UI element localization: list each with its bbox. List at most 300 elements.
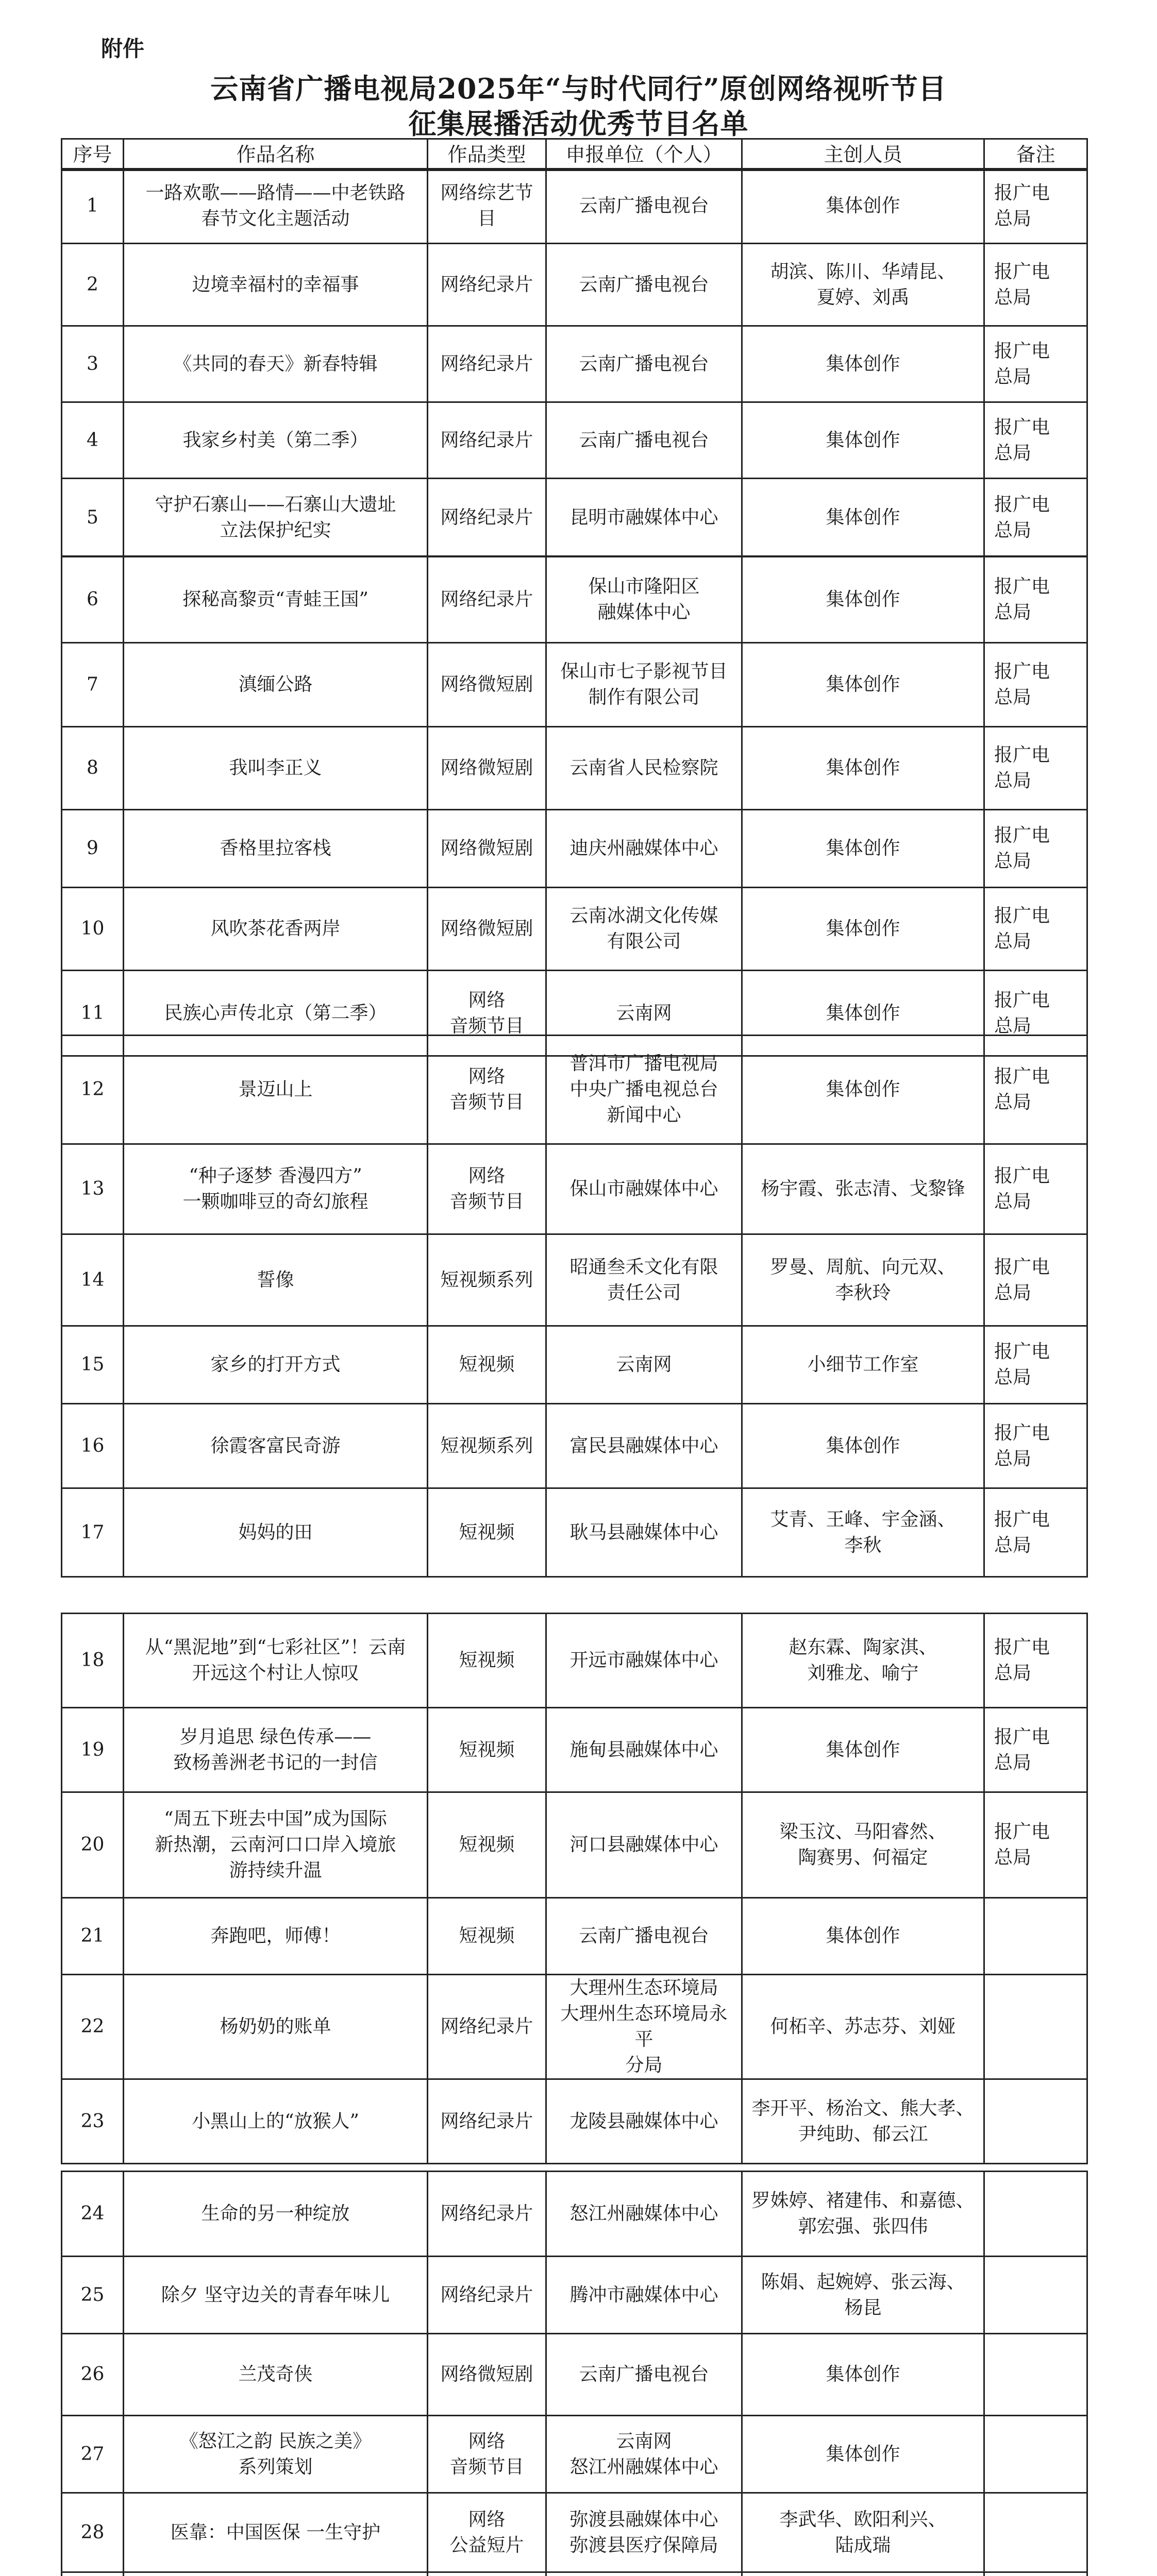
cell-org-line: 腾冲市融媒体中心 [569, 2284, 718, 2306]
cell-org [546, 479, 742, 557]
cell-org-line: 河口县融媒体中心 [569, 1834, 718, 1855]
cell-org [546, 2572, 742, 2576]
cell-no: 2 [62, 244, 124, 326]
table-row [62, 2334, 1087, 2416]
list-table-page-3 [61, 1035, 1088, 1578]
cell-name-line: 致杨善洲老书记的一封信 [173, 1752, 378, 1773]
cell-name-line: 誓像 [257, 1269, 294, 1291]
cell-org-line: 大理州生态环境局 [569, 1977, 718, 1998]
cell-type-line: 网络纪录片 [440, 506, 533, 528]
cell-note-line: 报广电 [994, 1256, 1050, 1278]
cell-staff-line: 艾青、王峰、宇金涵、 [770, 1509, 956, 1530]
table-row [62, 2572, 1087, 2576]
cell-staff [742, 1898, 984, 1975]
table-row [62, 643, 1087, 727]
cell-org [546, 402, 742, 479]
cell-org-line: 制作有限公司 [588, 687, 700, 708]
cell-no: 9 [62, 810, 124, 888]
cell-name-line: 家乡的打开方式 [210, 1354, 341, 1375]
table-row [62, 402, 1087, 479]
cell-org-line: 普洱市广播电视局 [569, 1053, 718, 1074]
cell-org-line: 责任公司 [607, 1282, 681, 1303]
cell-type-line: 网络纪录片 [440, 429, 533, 451]
cell-staff-line: 杨昆 [844, 2297, 882, 2318]
cell-name-line: 岁月追思 绿色传承—— [179, 1726, 372, 1748]
cell-staff-line: 集体创作 [826, 1002, 900, 1024]
cell-staff-line: 集体创作 [826, 588, 900, 610]
cell-org [546, 556, 742, 643]
cell-type [428, 1792, 546, 1898]
cell-org [546, 2493, 742, 2572]
cell-staff-line: 集体创作 [826, 2364, 900, 2385]
cell-name [124, 2493, 428, 2572]
cell-staff-line: 罗姝婷、褚建伟、和嘉德、 [751, 2190, 975, 2211]
cell-type-line: 网络 [468, 1165, 506, 1187]
cell-name [124, 1234, 428, 1326]
cell-staff [742, 1614, 984, 1708]
cell-org-line: 大理州生态环境局永平 [560, 2003, 728, 2050]
cell-staff-line: 杨宇霞、张志清、戈黎锋 [761, 1178, 965, 1199]
cell-staff-line: 李武华、欧阳利兴、 [779, 2509, 947, 2530]
cell-org-line: 云南广播电视台 [579, 274, 709, 295]
cell-staff-line: 集体创作 [826, 1925, 900, 1946]
cell-org-line: 怒江州融媒体中心 [569, 2456, 718, 2478]
cell-no: 13 [62, 1144, 124, 1234]
cell-staff-line: 集体创作 [826, 838, 900, 859]
cell-no: 12 [62, 1036, 124, 1144]
list-table-page-2 [61, 555, 1088, 1057]
cell-org-line: 迪庆州融媒体中心 [569, 838, 718, 859]
cell-name-line: 春节文化主题活动 [201, 208, 350, 229]
cell-note-line: 报广电 [994, 1821, 1050, 1842]
cell-org [546, 1036, 742, 1144]
table-row [62, 2416, 1087, 2493]
cell-staff [742, 810, 984, 888]
cell-type [428, 1614, 546, 1708]
cell-note [984, 1036, 1087, 1144]
cell-note-line: 报广电 [994, 1637, 1050, 1658]
cell-type [428, 2257, 546, 2334]
cell-type-line: 音频节目 [449, 1015, 524, 1037]
cell-name [124, 1614, 428, 1708]
cell-name [124, 1792, 428, 1898]
cell-org [546, 1708, 742, 1792]
cell-org [546, 2079, 742, 2164]
cell-note-line: 报广电 [994, 182, 1050, 204]
cell-note [984, 169, 1087, 244]
cell-no: 14 [62, 1234, 124, 1326]
list-table-page-1 [61, 168, 1088, 557]
cell-staff [742, 244, 984, 326]
cell-org [546, 326, 742, 402]
cell-type-line: 网络 [468, 1066, 506, 1087]
cell-name-line: 从“黑泥地”到“七彩社区”！云南 [145, 1637, 406, 1658]
cell-type [428, 1488, 546, 1577]
cell-note [984, 2172, 1087, 2257]
cell-type [428, 2572, 546, 2576]
cell-staff-line: 赵东霖、陶家淇、 [789, 1637, 937, 1658]
cell-note-line: 报广电 [994, 1066, 1050, 1087]
cell-note-line: 报广电 [994, 905, 1050, 926]
cell-name-line: 一路欢歌——路情——中老铁路 [145, 182, 406, 204]
cell-name-line: 徐霞客富民奇游 [210, 1435, 341, 1456]
cell-type [428, 643, 546, 727]
table-row [62, 2172, 1087, 2257]
cell-type [428, 1708, 546, 1792]
cell-note [984, 1404, 1087, 1488]
cell-type-line: 网络纪录片 [440, 2110, 533, 2132]
cell-name [124, 888, 428, 971]
cell-note [984, 556, 1087, 643]
cell-name-line: 我叫李正义 [229, 757, 322, 778]
cell-name [124, 2572, 428, 2576]
cell-note-line: 报广电 [994, 340, 1050, 362]
cell-note-line: 总局 [994, 366, 1032, 387]
cell-note-line: 总局 [994, 1534, 1032, 1556]
cell-type-line: 网络综艺节目 [440, 182, 533, 229]
cell-org-line: 云南广播电视台 [579, 353, 709, 375]
cell-org-line: 保山市隆阳区 [588, 575, 700, 597]
cell-name [124, 556, 428, 643]
cell-org-line: 有限公司 [607, 931, 681, 952]
cell-type [428, 1975, 546, 2079]
cell-name [124, 326, 428, 402]
cell-name [124, 169, 428, 244]
cell-org-line: 云南网 [616, 1002, 672, 1024]
cell-staff-line: 何柘辛、苏志芬、刘娅 [770, 2016, 956, 2037]
cell-note-line: 总局 [994, 1663, 1032, 1684]
cell-staff [742, 2079, 984, 2164]
cell-staff-line: 陈娟、起婉婷、张云海、 [761, 2271, 965, 2293]
list-table-page-5 [61, 2171, 1088, 2576]
cell-note-line: 总局 [994, 442, 1032, 464]
cell-note-line: 总局 [994, 208, 1032, 229]
cell-staff-line: 集体创作 [826, 1079, 900, 1100]
cell-staff-line: 梁玉汶、马阳睿然、 [779, 1821, 947, 1842]
cell-type [428, 2493, 546, 2572]
cell-note-line: 总局 [994, 286, 1032, 308]
cell-type-line: 公益短片 [449, 2534, 524, 2556]
cell-type-line: 音频节目 [449, 2456, 524, 2478]
cell-note [984, 326, 1087, 402]
cell-note [984, 2572, 1087, 2576]
cell-name [124, 1975, 428, 2079]
cell-name-line: 立法保护纪实 [220, 519, 331, 541]
cell-name-line: 开远这个村让人惊叹 [192, 1663, 359, 1684]
cell-note-line: 报广电 [994, 1341, 1050, 1362]
cell-note-line: 报广电 [994, 575, 1050, 597]
cell-note-line: 报广电 [994, 1422, 1050, 1444]
cell-staff-line: 小细节工作室 [807, 1354, 919, 1375]
cell-name-line: 香格里拉客栈 [220, 838, 331, 859]
cell-type [428, 479, 546, 557]
cell-org [546, 1326, 742, 1404]
cell-name-line: 系列策划 [238, 2456, 313, 2478]
header-staff: 主创人员 [742, 139, 984, 171]
cell-no: 21 [62, 1898, 124, 1975]
list-table-header [61, 138, 1088, 171]
attachment-label: 附件 [101, 36, 145, 61]
cell-type-line: 短视频 [459, 1739, 515, 1760]
cell-note-line: 总局 [994, 1282, 1032, 1303]
cell-org-line: 新闻中心 [607, 1105, 681, 1126]
cell-org-line: 云南广播电视台 [579, 195, 709, 216]
cell-note [984, 810, 1087, 888]
cell-type [428, 1144, 546, 1234]
cell-name [124, 2079, 428, 2164]
cell-note-line: 总局 [994, 1015, 1032, 1037]
cell-staff [742, 326, 984, 402]
cell-note [984, 244, 1087, 326]
cell-org [546, 1614, 742, 1708]
cell-note [984, 2493, 1087, 2572]
cell-type [428, 1898, 546, 1975]
cell-note [984, 1614, 1087, 1708]
cell-staff-line: 集体创作 [826, 757, 900, 778]
cell-type [428, 1326, 546, 1404]
table-row [62, 479, 1087, 557]
table-row [62, 888, 1087, 971]
cell-name [124, 1404, 428, 1488]
header-note: 备注 [984, 139, 1087, 171]
cell-note-line: 报广电 [994, 494, 1050, 515]
cell-name [124, 479, 428, 557]
cell-staff-line: 陶赛男、何福定 [798, 1847, 928, 1868]
cell-name-line: 新热潮，云南河口口岸入境旅 [155, 1834, 396, 1855]
cell-type [428, 1234, 546, 1326]
cell-staff [742, 727, 984, 810]
cell-staff-line: 集体创作 [826, 1435, 900, 1456]
cell-org [546, 810, 742, 888]
cell-type [428, 169, 546, 244]
cell-note [984, 1326, 1087, 1404]
document-subtitle: 征集展播活动优秀节目名单 [408, 107, 749, 140]
cell-note-line: 报广电 [994, 1509, 1050, 1530]
cell-note [984, 2257, 1087, 2334]
cell-name-line: 守护石寨山——石寨山大遗址 [155, 494, 396, 515]
cell-staff-line: 李秋玲 [835, 1282, 891, 1303]
cell-type-line: 网络微短剧 [440, 757, 533, 778]
table-row [62, 2257, 1087, 2334]
cell-staff [742, 1975, 984, 2079]
cell-org-line: 分局 [625, 2055, 663, 2076]
cell-staff [742, 2572, 984, 2576]
cell-staff [742, 1144, 984, 1234]
cell-note-line: 报广电 [994, 989, 1050, 1011]
cell-org-line: 云南广播电视台 [579, 1925, 709, 1946]
cell-name-line: 生命的另一种绽放 [201, 2203, 350, 2224]
cell-org [546, 2334, 742, 2416]
cell-staff [742, 479, 984, 557]
cell-staff-line: 陆成瑞 [835, 2534, 891, 2556]
cell-name [124, 244, 428, 326]
cell-type [428, 1036, 546, 1144]
table-row [62, 1144, 1087, 1234]
cell-no: 19 [62, 1708, 124, 1792]
cell-type-line: 网络 [468, 2430, 506, 2452]
cell-note-line: 总局 [994, 1847, 1032, 1868]
cell-type [428, 402, 546, 479]
cell-name [124, 1326, 428, 1404]
cell-note [984, 1708, 1087, 1792]
cell-type-line: 网络纪录片 [440, 353, 533, 375]
cell-no: 15 [62, 1326, 124, 1404]
cell-note [984, 1792, 1087, 1898]
cell-org [546, 244, 742, 326]
cell-note-line: 总局 [994, 1191, 1032, 1212]
table-row [62, 1898, 1087, 1975]
cell-no: 17 [62, 1488, 124, 1577]
cell-org [546, 643, 742, 727]
cell-staff [742, 888, 984, 971]
cell-name-line: 一颗咖啡豆的奇幻旅程 [182, 1191, 368, 1212]
table-row [62, 1792, 1087, 1898]
cell-name-line: 边境幸福村的幸福事 [192, 274, 359, 295]
cell-note [984, 727, 1087, 810]
cell-note-line: 报广电 [994, 661, 1050, 682]
cell-staff-line: 集体创作 [826, 918, 900, 939]
cell-name [124, 2334, 428, 2416]
table-row [62, 1404, 1087, 1488]
cell-staff-line: 夏婷、刘禹 [816, 286, 910, 308]
cell-note-line: 报广电 [994, 1726, 1050, 1748]
cell-staff [742, 1488, 984, 1577]
cell-staff-line: 胡滨、陈川、华靖昆、 [770, 261, 956, 282]
table-row [62, 2079, 1087, 2164]
cell-note-line: 总局 [994, 1752, 1032, 1773]
cell-org [546, 2172, 742, 2257]
table-row [62, 1488, 1087, 1577]
cell-type-line: 网络纪录片 [440, 2016, 533, 2037]
cell-type-line: 网络微短剧 [440, 838, 533, 859]
cell-org [546, 2416, 742, 2493]
cell-no: 25 [62, 2257, 124, 2334]
cell-no: 26 [62, 2334, 124, 2416]
cell-type-line: 短视频 [459, 1925, 515, 1946]
cell-no: 6 [62, 556, 124, 643]
cell-org-line: 开远市融媒体中心 [569, 1650, 718, 1671]
cell-staff [742, 2493, 984, 2572]
cell-type-line: 短视频 [459, 1834, 515, 1855]
table-row [62, 1036, 1087, 1144]
cell-name-line: 小黑山上的“放猴人” [192, 2110, 359, 2132]
cell-org-line: 保山市融媒体中心 [569, 1178, 718, 1199]
cell-type [428, 1404, 546, 1488]
cell-type [428, 888, 546, 971]
cell-type-line: 网络微短剧 [440, 674, 533, 695]
cell-name-line: 兰茂奇侠 [238, 2364, 313, 2385]
cell-note-line: 总局 [994, 851, 1032, 872]
cell-no: 20 [62, 1792, 124, 1898]
cell-name [124, 1036, 428, 1144]
cell-name-line: “种子逐梦 香漫四方” [189, 1165, 362, 1187]
header-name: 作品名称 [124, 139, 428, 171]
cell-name-line: 探秘高黎贡“青蛙王国” [182, 588, 368, 610]
cell-name-line: 《怒江之韵 民族之美》 [179, 2430, 372, 2452]
cell-staff [742, 2334, 984, 2416]
cell-type-line: 短视频系列 [440, 1269, 533, 1291]
cell-name [124, 1708, 428, 1792]
cell-org-line: 云南网 [616, 2430, 672, 2452]
cell-org [546, 1975, 742, 2079]
cell-staff-line: 集体创作 [826, 506, 900, 528]
cell-type-line: 短视频 [459, 1354, 515, 1375]
cell-name-line: 民族心声传北京（第二季） [164, 1002, 387, 1024]
cell-staff-line: 尹纯助、郁云江 [798, 2123, 928, 2145]
cell-staff-line: 集体创作 [826, 674, 900, 695]
cell-staff-line: 郭宏强、张四伟 [798, 2216, 928, 2237]
cell-note-line: 报广电 [994, 744, 1050, 766]
cell-staff [742, 1404, 984, 1488]
header-row [62, 139, 1087, 171]
cell-no: 23 [62, 2079, 124, 2164]
cell-no: 16 [62, 1404, 124, 1488]
cell-no: 8 [62, 727, 124, 810]
cell-no: 3 [62, 326, 124, 402]
cell-note [984, 1975, 1087, 2079]
cell-name-line: 妈妈的田 [238, 1521, 313, 1543]
table-row [62, 727, 1087, 810]
cell-note [984, 1898, 1087, 1975]
table-row [62, 810, 1087, 888]
cell-name [124, 1144, 428, 1234]
cell-note-line: 总局 [994, 1367, 1032, 1388]
cell-org [546, 2257, 742, 2334]
header-org: 申报单位（个人） [546, 139, 742, 171]
cell-name [124, 402, 428, 479]
cell-staff-line: 集体创作 [826, 2443, 900, 2465]
cell-name-line: 《共同的春天》新春特辑 [173, 353, 378, 375]
cell-staff [742, 169, 984, 244]
table-row [62, 1708, 1087, 1792]
cell-staff-line: 集体创作 [826, 353, 900, 375]
cell-type [428, 2079, 546, 2164]
cell-org [546, 1144, 742, 1234]
cell-name-line: 医靠：中国医保 一生守护 [170, 2521, 381, 2543]
document-title: 云南省广播电视局2025年“与时代同行”原创网络视听节目 [210, 72, 947, 105]
cell-org [546, 1488, 742, 1577]
cell-staff [742, 2172, 984, 2257]
cell-name-line: 杨奶奶的账单 [220, 2016, 331, 2037]
cell-type [428, 556, 546, 643]
cell-type [428, 244, 546, 326]
table-row [62, 556, 1087, 643]
cell-name [124, 810, 428, 888]
cell-type-line: 网络 [468, 2509, 506, 2530]
cell-note [984, 643, 1087, 727]
cell-org-line: 云南广播电视台 [579, 429, 709, 451]
cell-no: 24 [62, 2172, 124, 2257]
cell-staff-line: 集体创作 [826, 195, 900, 216]
cell-org-line: 云南广播电视台 [579, 2364, 709, 2385]
cell-staff [742, 1326, 984, 1404]
cell-no: 28 [62, 2493, 124, 2572]
table-row [62, 1326, 1087, 1404]
cell-note [984, 2079, 1087, 2164]
cell-name-line: 滇缅公路 [238, 674, 313, 695]
cell-type-line: 网络纪录片 [440, 588, 533, 610]
cell-note-line: 总局 [994, 931, 1032, 952]
cell-no: 22 [62, 1975, 124, 2079]
cell-name [124, 643, 428, 727]
cell-name [124, 727, 428, 810]
cell-org-line: 昆明市融媒体中心 [569, 506, 718, 528]
cell-type [428, 727, 546, 810]
cell-no: 5 [62, 479, 124, 557]
cell-no: 27 [62, 2416, 124, 2493]
cell-type [428, 326, 546, 402]
cell-staff-line: 集体创作 [826, 429, 900, 451]
